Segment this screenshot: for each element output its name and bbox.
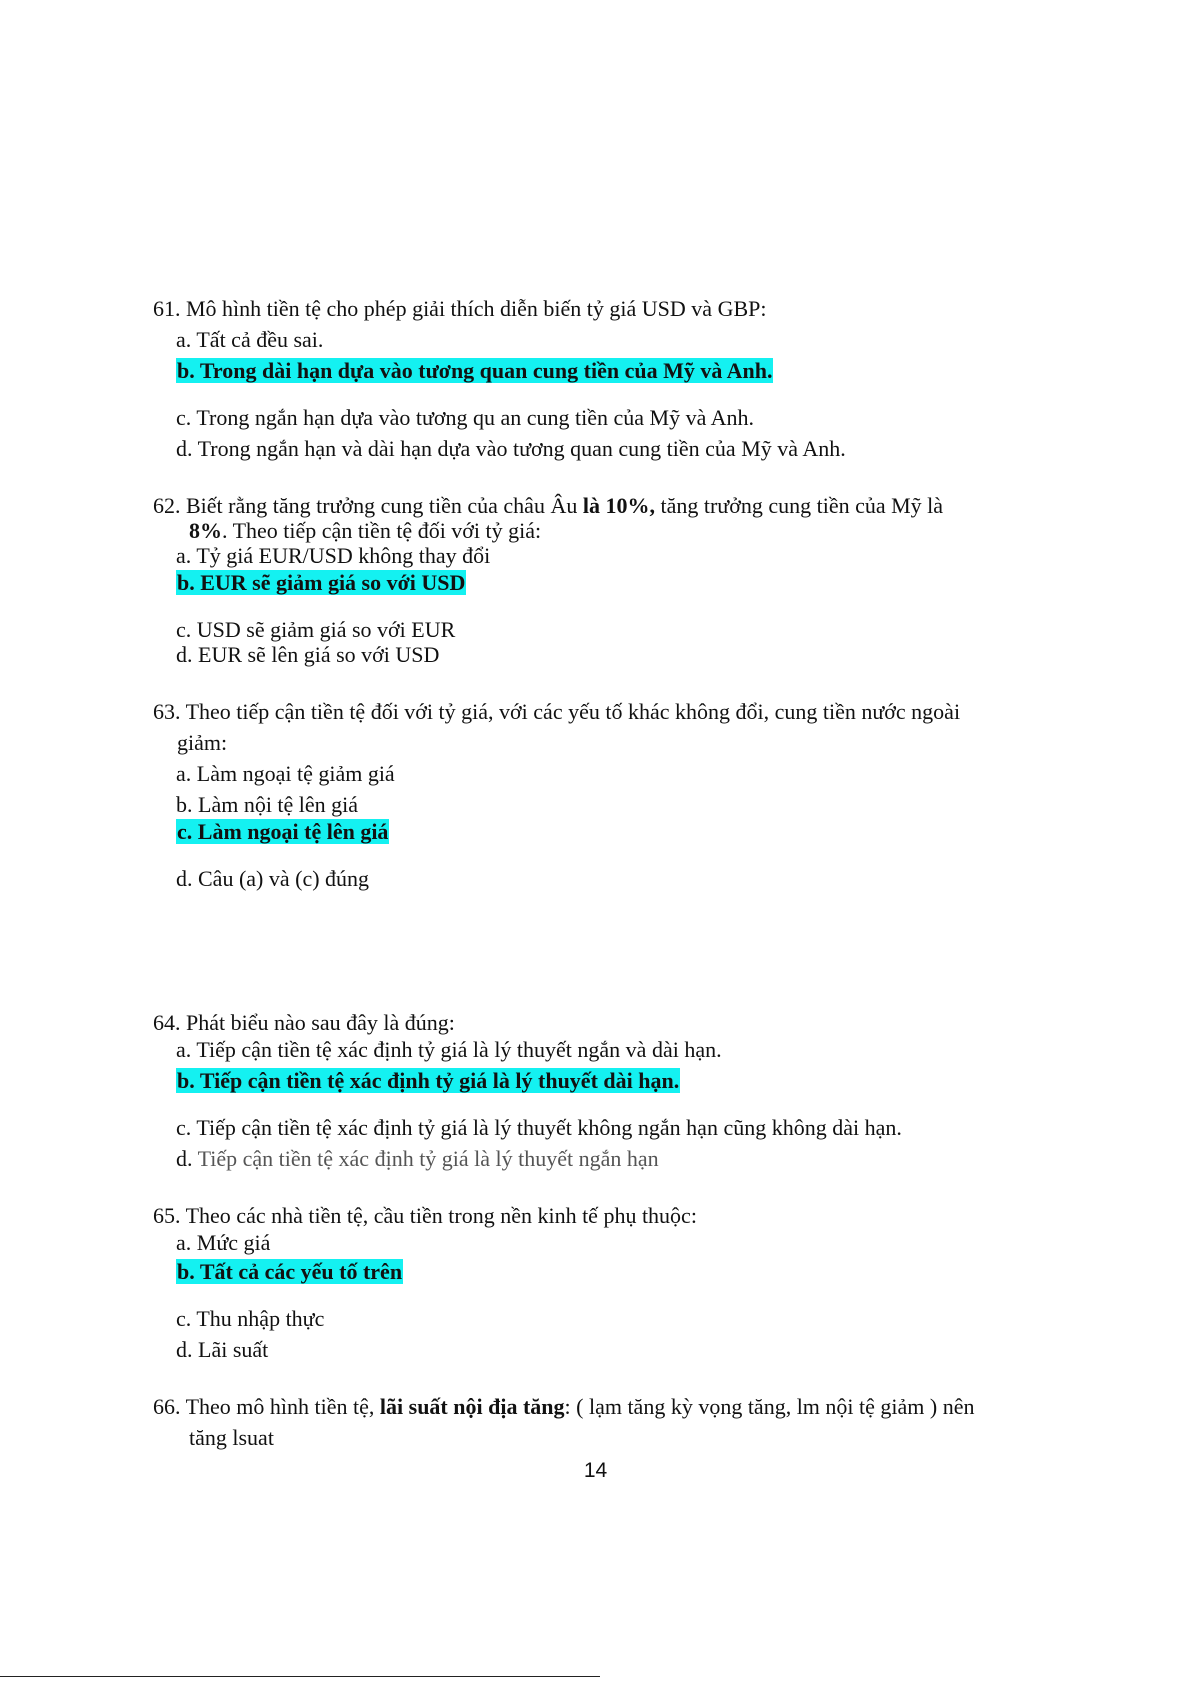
option-b-correct <box>153 567 1033 598</box>
option-c: c. Thu nhập thực <box>176 1306 325 1331</box>
question-63 <box>153 696 1033 894</box>
option-d: d. EUR sẽ lên giá so với USD <box>176 642 440 667</box>
option-c: c. Trong ngắn hạn dựa vào tương qu an cung tiền của Mỹ và Anh. <box>176 405 755 430</box>
option-a: a. Mức giá <box>176 1230 271 1255</box>
question-list <box>153 293 1033 1453</box>
correct-answer-highlight: b. Tất cả các yếu tố trên <box>177 1259 403 1284</box>
question-stem-continued: 8%. Theo tiếp cận tiền tệ đối với tỷ giá: <box>189 518 542 543</box>
question-stem-continued: giảm: <box>177 730 228 755</box>
option-c-correct <box>153 816 1033 847</box>
option-d: d. Lãi suất <box>176 1337 269 1362</box>
correct-answer-highlight: b. Trong dài hạn dựa vào tương quan cung tiền của Mỹ và Anh. <box>177 358 773 383</box>
question-61 <box>153 293 1033 464</box>
question-64 <box>153 1007 1033 1174</box>
option-a: a. Tỷ giá EUR/USD không thay đổi <box>176 543 491 568</box>
option-b-correct <box>153 1065 1033 1096</box>
question-stem: 61. Mô hình tiền tệ cho phép giải thích diễn biến tỷ giá USD và GBP: <box>153 296 767 321</box>
question-62 <box>153 490 1033 670</box>
correct-answer-highlight: b. Tiếp cận tiền tệ xác định tỷ giá là lý thuyết dài hạn. <box>177 1068 680 1093</box>
option-b-correct <box>153 355 1033 386</box>
correct-answer-highlight: b. EUR sẽ giảm giá so với USD <box>177 570 466 595</box>
question-66 <box>153 1391 1033 1453</box>
question-stem: 64. Phát biểu nào sau đây là đúng: <box>153 1010 455 1035</box>
question-stem: 63. Theo tiếp cận tiền tệ đối với tỷ giá, với các yếu tố khác không đổi, cung tiền nước ngoài <box>153 699 961 724</box>
question-stem-continued: tăng lsuat <box>189 1425 274 1450</box>
option-d: d. Câu (a) và (c) đúng <box>176 866 370 891</box>
option-c: c. Tiếp cận tiền tệ xác định tỷ giá là lý thuyết không ngắn hạn cũng không dài hạn. <box>176 1115 902 1140</box>
option-d: d. Tiếp cận tiền tệ xác định tỷ giá là lý thuyết ngắn hạn <box>176 1146 659 1171</box>
question-65 <box>153 1200 1033 1365</box>
option-b: b. Làm nội tệ lên giá <box>176 792 359 817</box>
question-stem: 65. Theo các nhà tiền tệ, cầu tiền trong nền kinh tế phụ thuộc: <box>153 1203 697 1228</box>
question-stem: 62. Biết rằng tăng trưởng cung tiền của châu Âu là 10%, tăng trưởng cung tiền của Mỹ là <box>153 493 944 518</box>
footer-divider <box>0 1676 600 1677</box>
correct-answer-highlight: c. Làm ngoại tệ lên giá <box>177 819 389 844</box>
page-number: 14 <box>583 1459 608 1482</box>
option-c: c. USD sẽ giảm giá so với EUR <box>176 617 456 642</box>
option-a: a. Tất cả đều sai. <box>176 327 324 352</box>
question-stem: 66. Theo mô hình tiền tệ, lãi suất nội địa tăng: ( lạm tăng kỳ vọng tăng, lm nội tệ giảm ) nên <box>153 1394 975 1419</box>
option-b-correct <box>153 1256 1033 1287</box>
option-a: a. Tiếp cận tiền tệ xác định tỷ giá là lý thuyết ngắn và dài hạn. <box>176 1037 722 1062</box>
option-a: a. Làm ngoại tệ giảm giá <box>176 761 395 786</box>
option-d: d. Trong ngắn hạn và dài hạn dựa vào tương quan cung tiền của Mỹ và Anh. <box>176 436 846 461</box>
